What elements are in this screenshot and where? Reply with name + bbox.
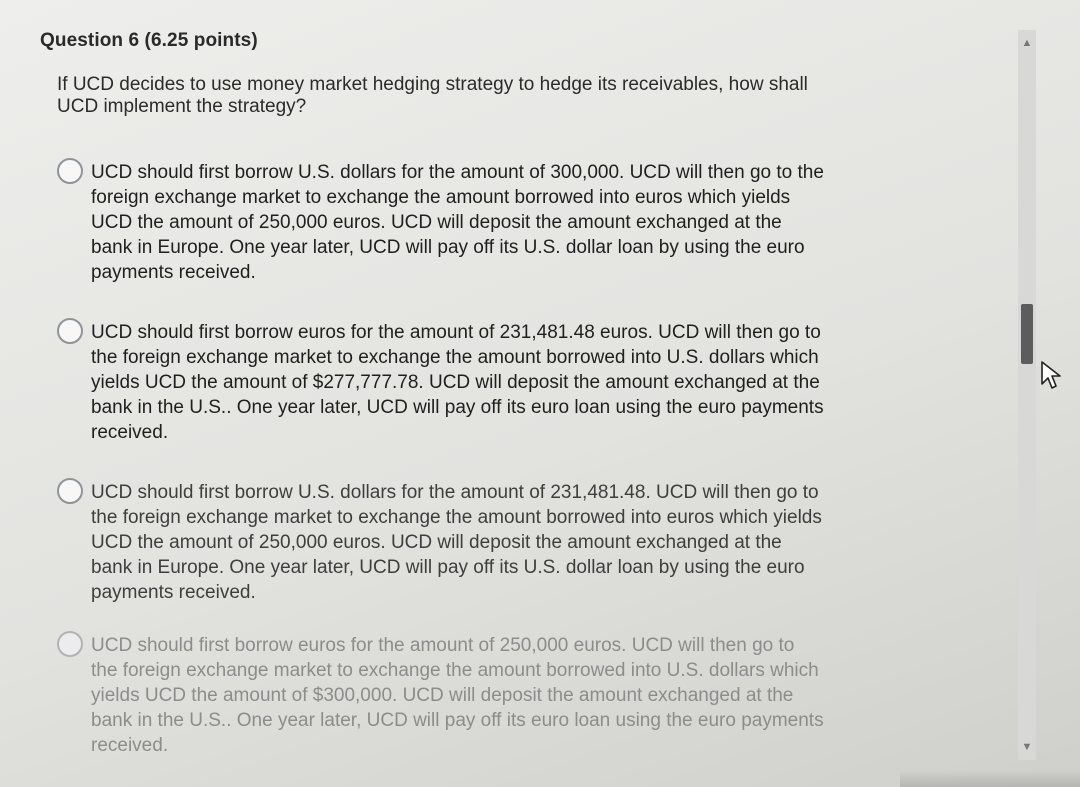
taskbar-edge — [900, 770, 1080, 787]
arrow-cursor-icon — [1040, 360, 1062, 390]
answer-option-2-text[interactable]: UCD should first borrow euros for the amount of 231,481.48 euros. UCD will then go to the foreign exchange market to exchange the amount borrowed into U.S. dollars which yields UCD the amount of $277,777.78. UCD will deposit the amount exchanged at the bank in the U.S.. One year later, UCD will pay off its euro loan using the euro payments received. — [91, 322, 824, 443]
triangle-up-icon[interactable]: ▲ — [1021, 37, 1033, 49]
answer-option-4[interactable] — [57, 633, 857, 758]
radio-button-2[interactable] — [57, 318, 83, 344]
radio-button-1[interactable] — [57, 158, 83, 184]
answer-option-3-text[interactable]: UCD should first borrow U.S. dollars for the amount of 231,481.48. UCD will then go to the foreign exchange market to exchange the amount borrowed into euros which yields UCD the amount of 250,000 euros. UCD will deposit the amount exchanged at the bank in Europe. One year later, UCD will pay off its U.S. dollar loan by using the euro payments received. — [91, 482, 822, 603]
vertical-scrollbar[interactable] — [1018, 30, 1036, 760]
radio-button-4[interactable] — [57, 631, 83, 657]
triangle-down-icon[interactable]: ▼ — [1021, 741, 1033, 753]
question-header: Question 6 (6.25 points) — [40, 30, 258, 51]
answer-option-4-text[interactable]: UCD should first borrow euros for the amount of 250,000 euros. UCD will then go to the foreign exchange market to exchange the amount borrowed into U.S. dollars which yields UCD the amount of $300,000. UCD will deposit the amount exchanged at the bank in the U.S.. One year later, UCD will pay off its euro loan using the euro payments received. — [91, 635, 824, 756]
answer-option-1-text[interactable]: UCD should first borrow U.S. dollars for the amount of 300,000. UCD will then go to the foreign exchange market to exchange the amount borrowed into euros which yields UCD the amount of 250,000 euros. UCD will deposit the amount exchanged at the bank in Europe. One year later, UCD will pay off its U.S. dollar loan by using the euro payments received. — [91, 162, 824, 283]
answer-option-1[interactable] — [57, 160, 857, 285]
scrollbar-thumb[interactable] — [1021, 304, 1033, 364]
radio-button-3[interactable] — [57, 478, 83, 504]
answer-option-3[interactable] — [57, 480, 857, 605]
answer-option-2[interactable] — [57, 320, 857, 445]
question-text: If UCD decides to use money market hedging strategy to hedge its receivables, how shall UCD implement the strategy? — [57, 74, 808, 117]
